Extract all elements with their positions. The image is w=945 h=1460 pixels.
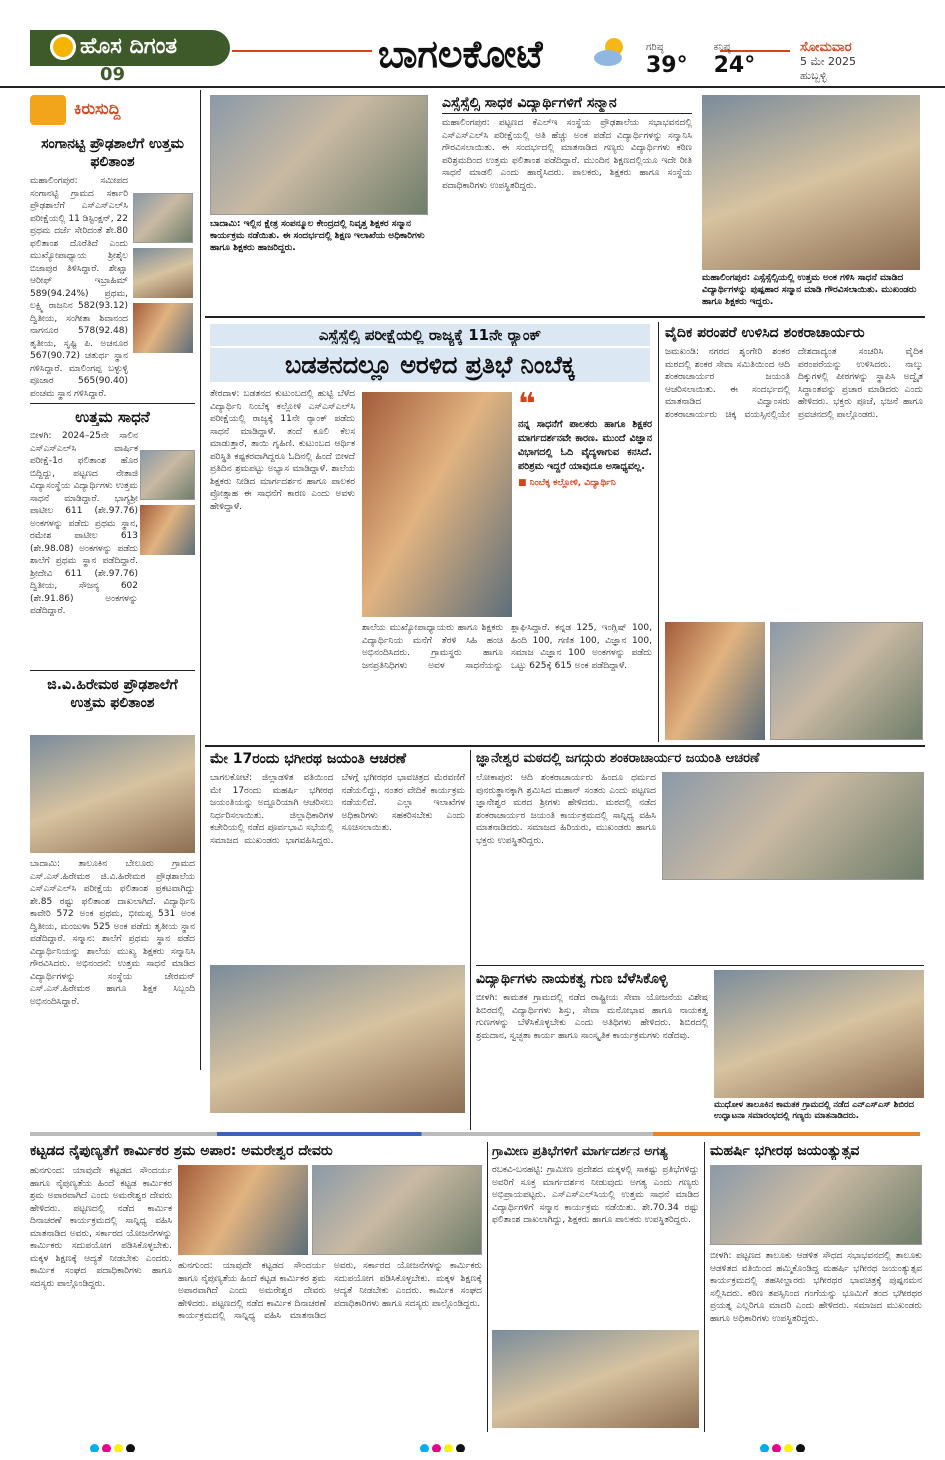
article-headline: ಎಸ್ಸೆಸ್ಸೆಲ್ಸಿ ಸಾಧಕ ವಿದ್ಯಾರ್ಥಿಗಳಿಗೆ ಸನ್ಮಾನ xyxy=(442,95,617,111)
quote-mark-icon: ❝ xyxy=(518,392,536,422)
column-rule xyxy=(704,1142,705,1432)
quote-text: ನನ್ನ ಸಾಧನೆಗೆ ಪಾಲಕರು ಹಾಗೂ ಶಿಕ್ಷಕರ ಮಾರ್ಗದರ್ಶನವೇ ಕಾರಣ. ಮುಂದೆ ವಿಜ್ಞಾನ ವಿಭಾಗದಲ್ಲಿ ಓದಿ ವೈದ್ಯಳಾಗುವ ಕನಸಿದೆ. ಪರಿಶ್ರಮ ಇದ್ದರೆ ಯಾವುದೂ ಅಸಾಧ್ಯವಲ್ಲ. xyxy=(518,419,652,472)
masthead: ಹೊಸ ದಿಗಂತ xyxy=(30,30,230,66)
quote-box xyxy=(518,392,652,617)
article-headline: ವಿದ್ಯಾರ್ಥಿಗಳು ನಾಯಕತ್ವ ಗುಣ ಬೆಳೆಸಿಕೊಳ್ಳಿ xyxy=(476,971,668,987)
article-headline: ಮೇ 17ರಂದು ಭಗೀರಥ ಜಯಂತಿ ಆಚರಣೆ xyxy=(210,751,407,767)
article-body: ಬಾದಾಮಿ: ತಾಲೂಕಿನ ಬೇಲೂರು ಗ್ರಾಮದ ಎಸ್.ಎಸ್.ಹಿರೇಮಠ ಜಿ.ವಿ.ಹಿರೇಮಠ ಪ್ರೌಢಶಾಲೆಯ ಎಸ್ಎಸ್ಎಲ್‌ಸಿ ಪರೀಕ್ಷೆಯ ಫಲಿತಾಂಶ ಪ್ರಕಟವಾಗಿದ್ದು ಶೇ.85 ರಷ್ಟು ಫಲಿತಾಂಶ ದಾಖಲಾಗಿದೆ. ವಿದ್ಯಾರ್ಥಿನಿ ಕಾವೇರಿ 572 ಅಂಕ ಪ್ರಥಮ, ಭೀಮಪ್ಪ 531 ಅಂಕ ದ್ವಿತೀಯ, ಮಂಜುಳಾ 525 ಅಂಕ ಪಡೆದು ತೃತೀಯ ಸ್ಥಾನ ಪಡೆದಿದ್ದಾರೆ. ಸನ್ಮಾನ: ಶಾಲೆಗೆ ಪ್ರಥಮ ಸ್ಥಾನ ಪಡೆದ ವಿದ್ಯಾರ್ಥಿನಿಯನ್ನು ಶಾಲೆಯ ಮುಖ್ಯ ಶಿಕ್ಷಕರು ಸನ್ಮಾನಿಸಿ ಗೌರವಿಸಿದರು. ಅಭಿನಂದನೆ: ಉತ್ತಮ ಸಾಧನೆ ಮಾಡಿದ ವಿದ್ಯಾರ್ಥಿಗಳನ್ನು ಸಂಸ್ಥೆಯ ಚೇರಮನ್ ಎಸ್.ಎಸ್.ಹಿರೇಮಠ ಹಾಗೂ ಶಿಕ್ಷಕ ಸಿಬ್ಬಂದಿ ಅಭಿನಂದಿಸಿದ್ದಾರೆ. xyxy=(30,859,195,1007)
quote-attribution: ■ ನಿಂಬೆಕ್ಕ ಕಲ್ಲೋಳಿ, ವಿದ್ಯಾರ್ಥಿನಿ xyxy=(518,478,616,488)
article-headline: ಜ್ಞಾನೇಶ್ವರ ಮಠದಲ್ಲಿ ಜಗದ್ಗುರು ಶಂಕರಾಚಾರ್ಯರ ಜಯಂತಿ ಆಚರಣೆ xyxy=(476,751,760,766)
pointing-hand-icon xyxy=(30,95,66,125)
article-body: ಮಹಾಲಿಂಗಪುರ: ಪಟ್ಟಣದ ಕೆಎಲ್ಇ ಸಂಸ್ಥೆಯ ಪ್ರೌಢಶಾಲೆಯ ಸಭಾಭವನದಲ್ಲಿ ಎಸ್ಎಸ್ಎಲ್‌ಸಿ ಪರೀಕ್ಷೆಯಲ್ಲಿ ಅತಿ ಹೆಚ್ಚು ಅಂಕ ಪಡೆದ ವಿದ್ಯಾರ್ಥಿಗಳನ್ನು ಸನ್ಮಾನಿಸಿ ಗೌರವಿಸಲಾಯಿತು. ಈ ಸಂದರ್ಭದಲ್ಲಿ ಮಾತನಾಡಿದ ಗಣ್ಯರು ವಿದ್ಯಾರ್ಥಿಗಳು ಕಠಿಣ ಪರಿಶ್ರಮದಿಂದ ಉತ್ತಮ ಫಲಿತಾಂಶ ಪಡೆದಿದ್ದಾರೆ. ಮುಂದಿನ ಶಿಕ್ಷಣದಲ್ಲಿಯೂ ಇದೇ ರೀತಿ ಸಾಧನೆ ಮಾಡಲಿ ಎಂದು ಹಾರೈಸಿದರು. ಪಾಲಕರು, ಶಿಕ್ಷಕರು ಹಾಗೂ ಸಂಸ್ಥೆಯ ಪದಾಧಿಕಾರಿಗಳು ಉಪಸ್ಥಿತರಿದ್ದರು. xyxy=(442,118,692,191)
photo-caption: ಬಾದಾಮಿ: ಇಲ್ಲಿನ ಕ್ಷೇತ್ರ ಸಂಪನ್ಮೂಲ ಕೇಂದ್ರದಲ್ಲಿ ನಿವೃತ್ತ ಶಿಕ್ಷಕರ ಸನ್ಮಾನ ಕಾರ್ಯಕ್ರಮ ನಡೆಯಿತು. ಈ ಸಂದರ್ಭದಲ್ಲಿ ಶಿಕ್ಷಣ ಇಲಾಖೆಯ ಅಧಿಕಾರಿಗಳು ಹಾಗೂ ಶಿಕ್ಷಕರು ಹಾಜರಿದ್ದರು. xyxy=(210,219,425,253)
divider xyxy=(205,745,925,747)
article-body: ಲೋಕಾಪುರ: ಆದಿ ಶಂಕರಾಚಾರ್ಯರು ಹಿಂದೂ ಧರ್ಮದ ಪುನರುತ್ಥಾನಕ್ಕಾಗಿ ಶ್ರಮಿಸಿದ ಮಹಾನ್ ಸಂತರು ಎಂದು ಪಟ್ಟಣದ ಜ್ಞಾನೇಶ್ವರ ಮಠದ ಶ್ರೀಗಳು ಹೇಳಿದರು. ಮಠದಲ್ಲಿ ನಡೆದ ಶಂಕರಾಚಾರ್ಯರ ಜಯಂತಿ ಕಾರ್ಯಕ್ರಮದಲ್ಲಿ ಸಾನ್ನಿಧ್ಯ ವಹಿಸಿ ಮಾತನಾಡಿದರು. ಸಮಾಜದ ಹಿರಿಯರು, ಮುಖಂಡರು ಹಾಗೂ ಭಕ್ತರು ಉಪಸ್ಥಿತರಿದ್ದರು. xyxy=(476,773,656,846)
article-headline: ಸಂಗಾನಟ್ಟಿ ಪ್ರೌಢಶಾಲೆಗೆ ಉತ್ತಮ ಫಲಿತಾಂಶ xyxy=(41,136,184,170)
column-rule xyxy=(200,90,201,1070)
student-photo xyxy=(133,193,193,243)
event-photo xyxy=(714,970,924,1098)
divider xyxy=(442,113,692,114)
article-body: ಬಾಗಲಕೋಟೆ: ಜಿಲ್ಲಾಡಳಿತ ವತಿಯಿಂದ ಮೇ 17ರಂದು ಮಹರ್ಷಿ ಭಗೀರಥ ಜಯಂತಿಯನ್ನು ಅದ್ದೂರಿಯಾಗಿ ಆಚರಿಸಲು ನಿರ್ಧರಿಸಲಾಯಿತು. ಜಿಲ್ಲಾಧಿಕಾರಿಗಳ ಕಚೇರಿಯಲ್ಲಿ ನಡೆದ ಪೂರ್ವಭಾವಿ ಸಭೆಯಲ್ಲಿ ಸಮಾಜದ ಮುಖಂಡರು ಭಾಗವಹಿಸಿದ್ದರು. ಬೆಳಗ್ಗೆ ಭಗೀರಥರ ಭಾವಚಿತ್ರದ ಮೆರವಣಿಗೆ ನಡೆಯಲಿದ್ದು, ನಂತರ ವೇದಿಕೆ ಕಾರ್ಯಕ್ರಮ ನಡೆಯಲಿದೆ. ಎಲ್ಲಾ ಇಲಾಖೆಗಳ ಅಧಿಕಾರಿಗಳು ಸಹಕರಿಸಬೇಕು ಎಂದು ಸೂಚಿಸಲಾಯಿತು. xyxy=(210,773,465,846)
photo-caption: ಮುಧೋಳ ತಾಲೂಕಿನ ಕಾಮತಕ ಗ್ರಾಮದಲ್ಲಿ ನಡೆದ ಎನ್ಎಸ್ಎಸ್ ಶಿಬಿರದ ಉದ್ಘಾಟನಾ ಸಮಾರಂಭದಲ್ಲಿ ಗಣ್ಯರು ಮಾತನಾಡಿದರು. xyxy=(714,1100,914,1121)
article-body: ರಬಕವಿ-ಬನಹಟ್ಟಿ: ಗ್ರಾಮೀಣ ಪ್ರದೇಶದ ಮಕ್ಕಳಲ್ಲಿ ಸಾಕಷ್ಟು ಪ್ರತಿಭೆಗಳಿದ್ದು ಅವರಿಗೆ ಸೂಕ್ತ ಮಾರ್ಗದರ್ಶನ ನೀಡುವುದು ಅಗತ್ಯ ಎಂದು ಗಣ್ಯರು ಅಭಿಪ್ರಾಯಪಟ್ಟರು. ಎಸ್ಎಸ್ಎಲ್‌ಸಿಯಲ್ಲಿ ಉತ್ತಮ ಸಾಧನೆ ಮಾಡಿದ ವಿದ್ಯಾರ್ಥಿಗಳಿಗೆ ಸನ್ಮಾನ ಕಾರ್ಯಕ್ರಮ ನಡೆಯಿತು. ಶೇ.70.34 ರಷ್ಟು ಫಲಿತಾಂಶ ದಾಖಲಾಗಿದ್ದು, ಶಿಕ್ಷಕರು ಹಾಗೂ ಪಾಲಕರು ಉಪಸ್ಥಿತರಿದ್ದರು. xyxy=(492,1165,699,1225)
registration-marks xyxy=(420,1438,540,1452)
registration-marks xyxy=(90,1438,210,1452)
page-number: 09 xyxy=(100,64,126,85)
divider xyxy=(30,670,195,671)
city-name: ಬಾಗಲಕೋಟೆ xyxy=(378,32,543,76)
photo-caption: ಮಹಾಲಿಂಗಪುರ: ಎಸ್ಸೆಸ್ಸೆಲ್ಸಿಯಲ್ಲಿ ಉತ್ತಮ ಅಂಕ ಗಳಿಸಿ ಸಾಧನೆ ಮಾಡಿದ ವಿದ್ಯಾರ್ಥಿಗಳನ್ನು ಪುಷ್ಪಹಾರ ಸನ್ಮಾನ ಮಾಡಿ ಗೌರವಿಸಲಾಯಿತು. ಮುಖಂಡರು ಹಾಗೂ ಶಿಕ್ಷಕರು ಇದ್ದರು. xyxy=(702,273,917,307)
article-body: ಮಹಾಲಿಂಗಪುರ: ಸಮೀಪದ ಸಂಗಾನಟ್ಟಿ ಗ್ರಾಮದ ಸರ್ಕಾರಿ ಪ್ರೌಢಶಾಲೆಗೆ ಎಸ್ಎಸ್ಎಲ್‌ಸಿ ಪರೀಕ್ಷೆಯಲ್ಲಿ 11 ಡಿಸ್ಟಿಂಕ್ಷನ್, 22 ಪ್ರಥಮ ದರ್ಜೆ ಸೇರಿದಂತೆ ಶೇ.80 ಫಲಿತಾಂಶ ದೊರೆತಿದೆ ಎಂದು ಮುಖ್ಯೋಪಾಧ್ಯಾಯ ಶ್ರೀಶೈಲ ಬಿಜಾಪುರ ತಿಳಿಸಿದ್ದಾರೆ. ಶೇಖ್ಷಾ ಆರೀಫ್ ಇಬ್ರಾಹಿಮ್ 589(94.24%) ಪ್ರಥಮ, ಲಕ್ಷ್ಮಿ ರಾಜನಿನ 582(93.12) ದ್ವಿತೀಯ, ಸಂಗೀತಾ ಶಿವಾನಂದ ನಾಗನೂರ 578(92.48) ತೃತೀಯ, ಸೃಷ್ಟಿ ಪಿ. ಅಚನೂರ 567(90.72) ಚತುರ್ಥ ಸ್ಥಾನ ಗಳಿಸಿದ್ದಾರೆ. ಮಾಲಿಂಗಪ್ಪ ಬಳ್ಳುಳ್ಳಿ ಪೂಜಾರ 565(90.40) ಪಂಚಮ ಸ್ಥಾನ ಗಳಿಸಿದ್ದಾರೆ. xyxy=(30,176,128,399)
sun-cloud-icon xyxy=(592,32,632,72)
event-photo xyxy=(210,95,428,215)
max-temp-label: ಗರಿಷ್ಠ xyxy=(646,42,664,53)
event-photo xyxy=(492,1330,699,1428)
shankaracharya-image xyxy=(665,622,765,740)
article-body: ಬೀಳಗಿ: ಕಾಮತಕ ಗ್ರಾಮದಲ್ಲಿ ನಡೆದ ರಾಷ್ಟ್ರೀಯ ಸೇವಾ ಯೋಜನೆಯ ವಿಶೇಷ ಶಿಬಿರದಲ್ಲಿ ವಿದ್ಯಾರ್ಥಿಗಳು ಶಿಸ್ತು, ಸೇವಾ ಮನೋಭಾವ ಹಾಗೂ ನಾಯಕತ್ವ ಗುಣಗಳನ್ನು ಬೆಳೆಸಿಕೊಳ್ಳಬೇಕು ಎಂದು ಅತಿಥಿಗಳು ಹೇಳಿದರು. ಶಿಬಿರದಲ್ಲಿ ಶ್ರಮದಾನ, ಸ್ವಚ್ಛತಾ ಕಾರ್ಯ ಹಾಗೂ ಸಾಂಸ್ಕೃತಿಕ ಕಾರ್ಯಕ್ರಮಗಳು ನಡೆದವು. xyxy=(476,993,708,1041)
divider xyxy=(30,403,195,404)
weekday: ಸೋಮವಾರ xyxy=(800,40,852,55)
student-photo xyxy=(140,450,195,500)
student-photo xyxy=(140,505,195,555)
max-temp: 39° xyxy=(646,53,688,78)
paper-logo-icon xyxy=(50,34,76,60)
article-body: ತೇರದಾಳ: ಬಡತನದ ಕುಟುಂಬದಲ್ಲಿ ಹುಟ್ಟಿ ಬೆಳೆದ ವಿದ್ಯಾರ್ಥಿನಿ ನಿಂಬೆಕ್ಕ ಕಲ್ಲೋಳಿ ಎಸ್ಎಸ್ಎಲ್‌ಸಿ ಪರೀಕ್ಷೆಯಲ್ಲಿ ರಾಜ್ಯಕ್ಕೆ 11ನೇ ರ್‍ಯಾಂಕ್ ಪಡೆದು ಸಾಧನೆ ಮಾಡಿದ್ದಾಳೆ. ತಂದೆ ಕೂಲಿ ಕೆಲಸ ಮಾಡುತ್ತಾರೆ, ತಾಯಿ ಗೃಹಿಣಿ. ಕುಟುಂಬದ ಆರ್ಥಿಕ ಪರಿಸ್ಥಿತಿ ಕಷ್ಟಕರವಾಗಿದ್ದರೂ ಓದಿನಲ್ಲಿ ಹಿಂದೆ ಬೀಳದೆ ಪ್ರತಿದಿನ ಶ್ರಮಪಟ್ಟು ಅಭ್ಯಾಸ ಮಾಡಿದ್ದಾಳೆ. ಶಾಲೆಯ ಶಿಕ್ಷಕರು ನೀಡಿದ ಮಾರ್ಗದರ್ಶನ ಹಾಗೂ ಪಾಲಕರ ಪ್ರೋತ್ಸಾಹ ಈ ಸಾಧನೆಗೆ ಕಾರಣ ಎಂದು ಅವಳು ಹೇಳಿದ್ದಾಳೆ. xyxy=(210,389,355,512)
edition: ಹುಬ್ಬಳ್ಳಿ xyxy=(800,69,827,82)
article-body: ಬೀಳಗಿ: ಪಟ್ಟಣದ ತಾಲೂಕು ಆಡಳಿತ ಸೌಧದ ಸಭಾಭವನದಲ್ಲಿ ತಾಲೂಕು ಆಡಳಿತದ ವತಿಯಿಂದ ಹಮ್ಮಿಕೊಂಡಿದ್ದ ಮಹರ್ಷಿ ಭಗೀರಥ ಜಯಂತ್ಯುತ್ಸವ ಕಾರ್ಯಕ್ರಮದಲ್ಲಿ ತಹಸೀಲ್ದಾರರು ಭಗೀರಥರ ಭಾವಚಿತ್ರಕ್ಕೆ ಪುಷ್ಪನಮನ ಸಲ್ಲಿಸಿದರು. ಕಠಿಣ ತಪಸ್ಸಿನಿಂದ ಗಂಗೆಯನ್ನು ಭೂಮಿಗೆ ತಂದ ಭಗೀರಥರ ಪ್ರಯತ್ನ ಎಲ್ಲರಿಗೂ ಮಾದರಿ ಎಂದು ಹೇಳಿದರು. ಸಮಾಜದ ಮುಖಂಡರು ಹಾಗೂ ಅಧಿಕಾರಿಗಳು ಉಪಸ್ಥಿತರಿದ್ದರು. xyxy=(710,1251,922,1324)
article-body: ಬೀಳಗಿ: 2024–25ನೇ ಸಾಲಿನ ಎಸ್ಎಸ್‌ಎಲ್‌ಸಿ ವಾರ್ಷಿಕ ಪರೀಕ್ಷೆ-1ರ ಫಲಿತಾಂಶ ಹೊರ ಬಿದ್ದಿದ್ದು, ಪಟ್ಟಣದ ನೇತಾಜಿ ವಿದ್ಯಾಸಂಸ್ಥೆಯ ವಿದ್ಯಾರ್ಥಿಗಳು ಉತ್ತಮ ಸಾಧನೆ ಮಾಡಿದ್ದಾರೆ. ಭಾಗ್ಯಶ್ರೀ ಪಾಟೀಲ 611 (ಶೇ.97.76) ಅಂಕಗಳನ್ನು ಪಡೆದು ಪ್ರಥಮ ಸ್ಥಾನ, ರಮೇಶ ಪಾಟೀಲ 613 (ಶೇ.98.08) ಅಂಕಗಳನ್ನು ಪಡೆದು ಶಾಲೆಗೆ ಪ್ರಥಮ ಸ್ಥಾನ ಪಡೆದಿದ್ದಾರೆ. ಶ್ರೀದೇವಿ 611 (ಶೇ.97.76) ದ್ವಿತೀಯ, ಸೌಜನ್ಯ 602 (ಶೇ.91.86) ಅಂಕಗಳನ್ನು ಪಡೆದಿದ್ದಾರೆ. xyxy=(30,431,138,616)
column-rule xyxy=(658,322,659,742)
student-photo xyxy=(133,248,193,298)
article-body: ಶಾಲೆಯ ಮುಖ್ಯೋಪಾಧ್ಯಾಯರು ಹಾಗೂ ಶಿಕ್ಷಕರು ವಿದ್ಯಾರ್ಥಿನಿಯ ಮನೆಗೆ ತೆರಳಿ ಸಿಹಿ ಹಂಚಿ ಅಭಿನಂದಿಸಿದರು. ಗ್ರಾಮಸ್ಥರು ಹಾಗೂ ಜನಪ್ರತಿನಿಧಿಗಳು ಅವಳ ಸಾಧನೆಯನ್ನು ಶ್ಲಾಘಿಸಿದ್ದಾರೆ. ಕನ್ನಡ 125, ಇಂಗ್ಲಿಷ್ 100, ಹಿಂದಿ 100, ಗಣಿತ 100, ವಿಜ್ಞಾನ 100, ಸಮಾಜ ವಿಜ್ಞಾನ 100 ಅಂಕಗಳನ್ನು ಪಡೆದು ಒಟ್ಟು 625ಕ್ಕೆ 615 ಅಂಕ ಪಡೆದಿದ್ದಾಳೆ. xyxy=(362,623,652,671)
article-headline: ಜಿ.ವಿ.ಹಿರೇಮಠ ಪ್ರೌಢಶಾಲೆಗೆ ಉತ್ತಮ ಫಲಿತಾಂಶ xyxy=(47,677,178,711)
divider xyxy=(205,316,925,318)
temperature-box xyxy=(646,42,796,78)
event-photo xyxy=(662,772,924,880)
lead-headline: ಬಡತನದಲ್ಲೂ ಅರಳಿದ ಪ್ರತಿಭೆ ನಿಂಬೆಕ್ಕ xyxy=(210,348,650,382)
min-temp: 24° xyxy=(713,53,756,78)
article-body: ಹುನಗುಂದ: ಯಾವುದೇ ಕಟ್ಟಡದ ಸೌಂದರ್ಯ ಹಾಗೂ ನೈಪುಣ್ಯತೆಯ ಹಿಂದೆ ಕಟ್ಟಡ ಕಾರ್ಮಿಕರ ಶ್ರಮ ಅಪಾರವಾಗಿದೆ ಎಂದು ಅಮರೇಶ್ವರ ದೇವರು ಹೇಳಿದರು. ಪಟ್ಟಣದಲ್ಲಿ ನಡೆದ ಕಾರ್ಮಿಕ ದಿನಾಚರಣೆ ಕಾರ್ಯಕ್ರಮದಲ್ಲಿ ಸಾನ್ನಿಧ್ಯ ವಹಿಸಿ ಮಾತನಾಡಿದ ಅವರು, ಸರ್ಕಾರದ ಯೋಜನೆಗಳನ್ನು ಕಾರ್ಮಿಕರು ಸದುಪಯೋಗ ಪಡಿಸಿಕೊಳ್ಳಬೇಕು. ಮಕ್ಕಳ ಶಿಕ್ಷಣಕ್ಕೆ ಆದ್ಯತೆ ನೀಡಬೇಕು ಎಂದರು. ಕಾರ್ಮಿಕ ಸಂಘದ ಪದಾಧಿಕಾರಿಗಳು ಹಾಗೂ ಸದಸ್ಯರು ಪಾಲ್ಗೊಂಡಿದ್ದರು. xyxy=(30,1166,172,1289)
article-headline: ವೈದಿಕ ಪರಂಪರೆ ಉಳಿಸಿದ ಶಂಕರಾಚಾರ್ಯರು xyxy=(665,325,865,341)
student-photo xyxy=(133,303,193,353)
divider xyxy=(476,965,924,966)
student-with-father-photo xyxy=(362,392,512,617)
school-photo xyxy=(30,735,195,853)
article-headline: ಮಹರ್ಷಿ ಭಗೀರಥ ಜಯಂತ್ಯುತ್ಸವ xyxy=(710,1143,860,1159)
event-photo xyxy=(770,622,923,740)
date: 5 ಮೇ 2025 xyxy=(800,55,857,68)
event-photo xyxy=(178,1165,308,1255)
article-headline: ಕಟ್ಟಡದ ನೈಪುಣ್ಯತೆಗೆ ಕಾರ್ಮಿಕರ ಶ್ರಮ ಅಪಾರ: ಅಮರೇಶ್ವರ ದೇವರು xyxy=(30,1143,333,1159)
event-photo xyxy=(710,1165,922,1245)
article-headline: ಗ್ರಾಮೀಣ ಪ್ರತಿಭೆಗಳಿಗೆ ಮಾರ್ಗದರ್ಶನ ಅಗತ್ಯ xyxy=(492,1143,668,1158)
header-rule xyxy=(232,50,372,52)
article-headline: ಉತ್ತಮ ಸಾಧನೆ xyxy=(75,408,150,426)
section-strip xyxy=(30,1132,920,1136)
column-rule xyxy=(487,1142,488,1432)
min-temp-label: ಕನಿಷ್ಠ xyxy=(713,42,731,53)
column-rule xyxy=(470,750,471,1130)
section-title: ಕಿರುಸುದ್ದಿ xyxy=(74,99,121,118)
lead-kicker: ಎಸ್ಸೆಸ್ಸೆಲ್ಸಿ ಪರೀಕ್ಷೆಯಲ್ಲಿ ರಾಜ್ಯಕ್ಕೆ 11ನೇ ರ್‍ಯಾಂಕ್ xyxy=(210,324,650,346)
registration-marks xyxy=(760,1438,880,1452)
section-label xyxy=(30,95,195,125)
date-box xyxy=(800,40,930,83)
event-photo xyxy=(702,95,920,270)
article-body: ಜಮಖಂಡಿ: ನಗರದ ಶೃಂಗೇರಿ ಶಂಕರ ಮಠದಲ್ಲಿ ಶಂಕರ ಸೇವಾ ಸಮಿತಿಯಿಂದ ಆದಿ ಶಂಕರಾಚಾರ್ಯರ ಜಯಂತಿ ಆಚರಿಸಲಾಯಿತು. ಈ ಸಂದರ್ಭದಲ್ಲಿ ಮಾತನಾಡಿದ ವಿದ್ವಾಂಸರು ಶಂಕರಾಚಾರ್ಯರು ಚಿಕ್ಕ ವಯಸ್ಸಿನಲ್ಲಿಯೇ ದೇಶದಾದ್ಯಂತ ಸಂಚರಿಸಿ ವೈದಿಕ ಪರಂಪರೆಯನ್ನು ಉಳಿಸಿದರು. ನಾಲ್ಕು ದಿಕ್ಕುಗಳಲ್ಲಿ ಪೀಠಗಳನ್ನು ಸ್ಥಾಪಿಸಿ ಅದ್ವೈತ ಸಿದ್ಧಾಂತವನ್ನು ಪ್ರಚಾರ ಮಾಡಿದರು ಎಂದು ಹೇಳಿದರು. ಭಕ್ತರು ಪೂಜೆ, ಭಜನೆ ಹಾಗೂ ಪ್ರವಚನದಲ್ಲಿ ಪಾಲ್ಗೊಂಡರು. xyxy=(665,347,923,420)
article-body-continued: ಹುನಗುಂದ: ಯಾವುದೇ ಕಟ್ಟಡದ ಸೌಂದರ್ಯ ಹಾಗೂ ನೈಪುಣ್ಯತೆಯ ಹಿಂದೆ ಕಟ್ಟಡ ಕಾರ್ಮಿಕರ ಶ್ರಮ ಅಪಾರವಾಗಿದೆ ಎಂದು ಅಮರೇಶ್ವರ ದೇವರು ಹೇಳಿದರು. ಪಟ್ಟಣದಲ್ಲಿ ನಡೆದ ಕಾರ್ಮಿಕ ದಿನಾಚರಣೆ ಕಾರ್ಯಕ್ರಮದಲ್ಲಿ ಸಾನ್ನಿಧ್ಯ ವಹಿಸಿ ಮಾತನಾಡಿದ ಅವರು, ಸರ್ಕಾರದ ಯೋಜನೆಗಳನ್ನು ಕಾರ್ಮಿಕರು ಸದುಪಯೋಗ ಪಡಿಸಿಕೊಳ್ಳಬೇಕು. ಮಕ್ಕಳ ಶಿಕ್ಷಣಕ್ಕೆ ಆದ್ಯತೆ ನೀಡಬೇಕು ಎಂದರು. ಕಾರ್ಮಿಕ ಸಂಘದ ಪದಾಧಿಕಾರಿಗಳು ಹಾಗೂ ಸದಸ್ಯರು ಪಾಲ್ಗೊಂಡಿದ್ದರು. xyxy=(178,1261,482,1321)
meeting-photo xyxy=(210,965,465,1113)
event-photo xyxy=(312,1165,482,1255)
